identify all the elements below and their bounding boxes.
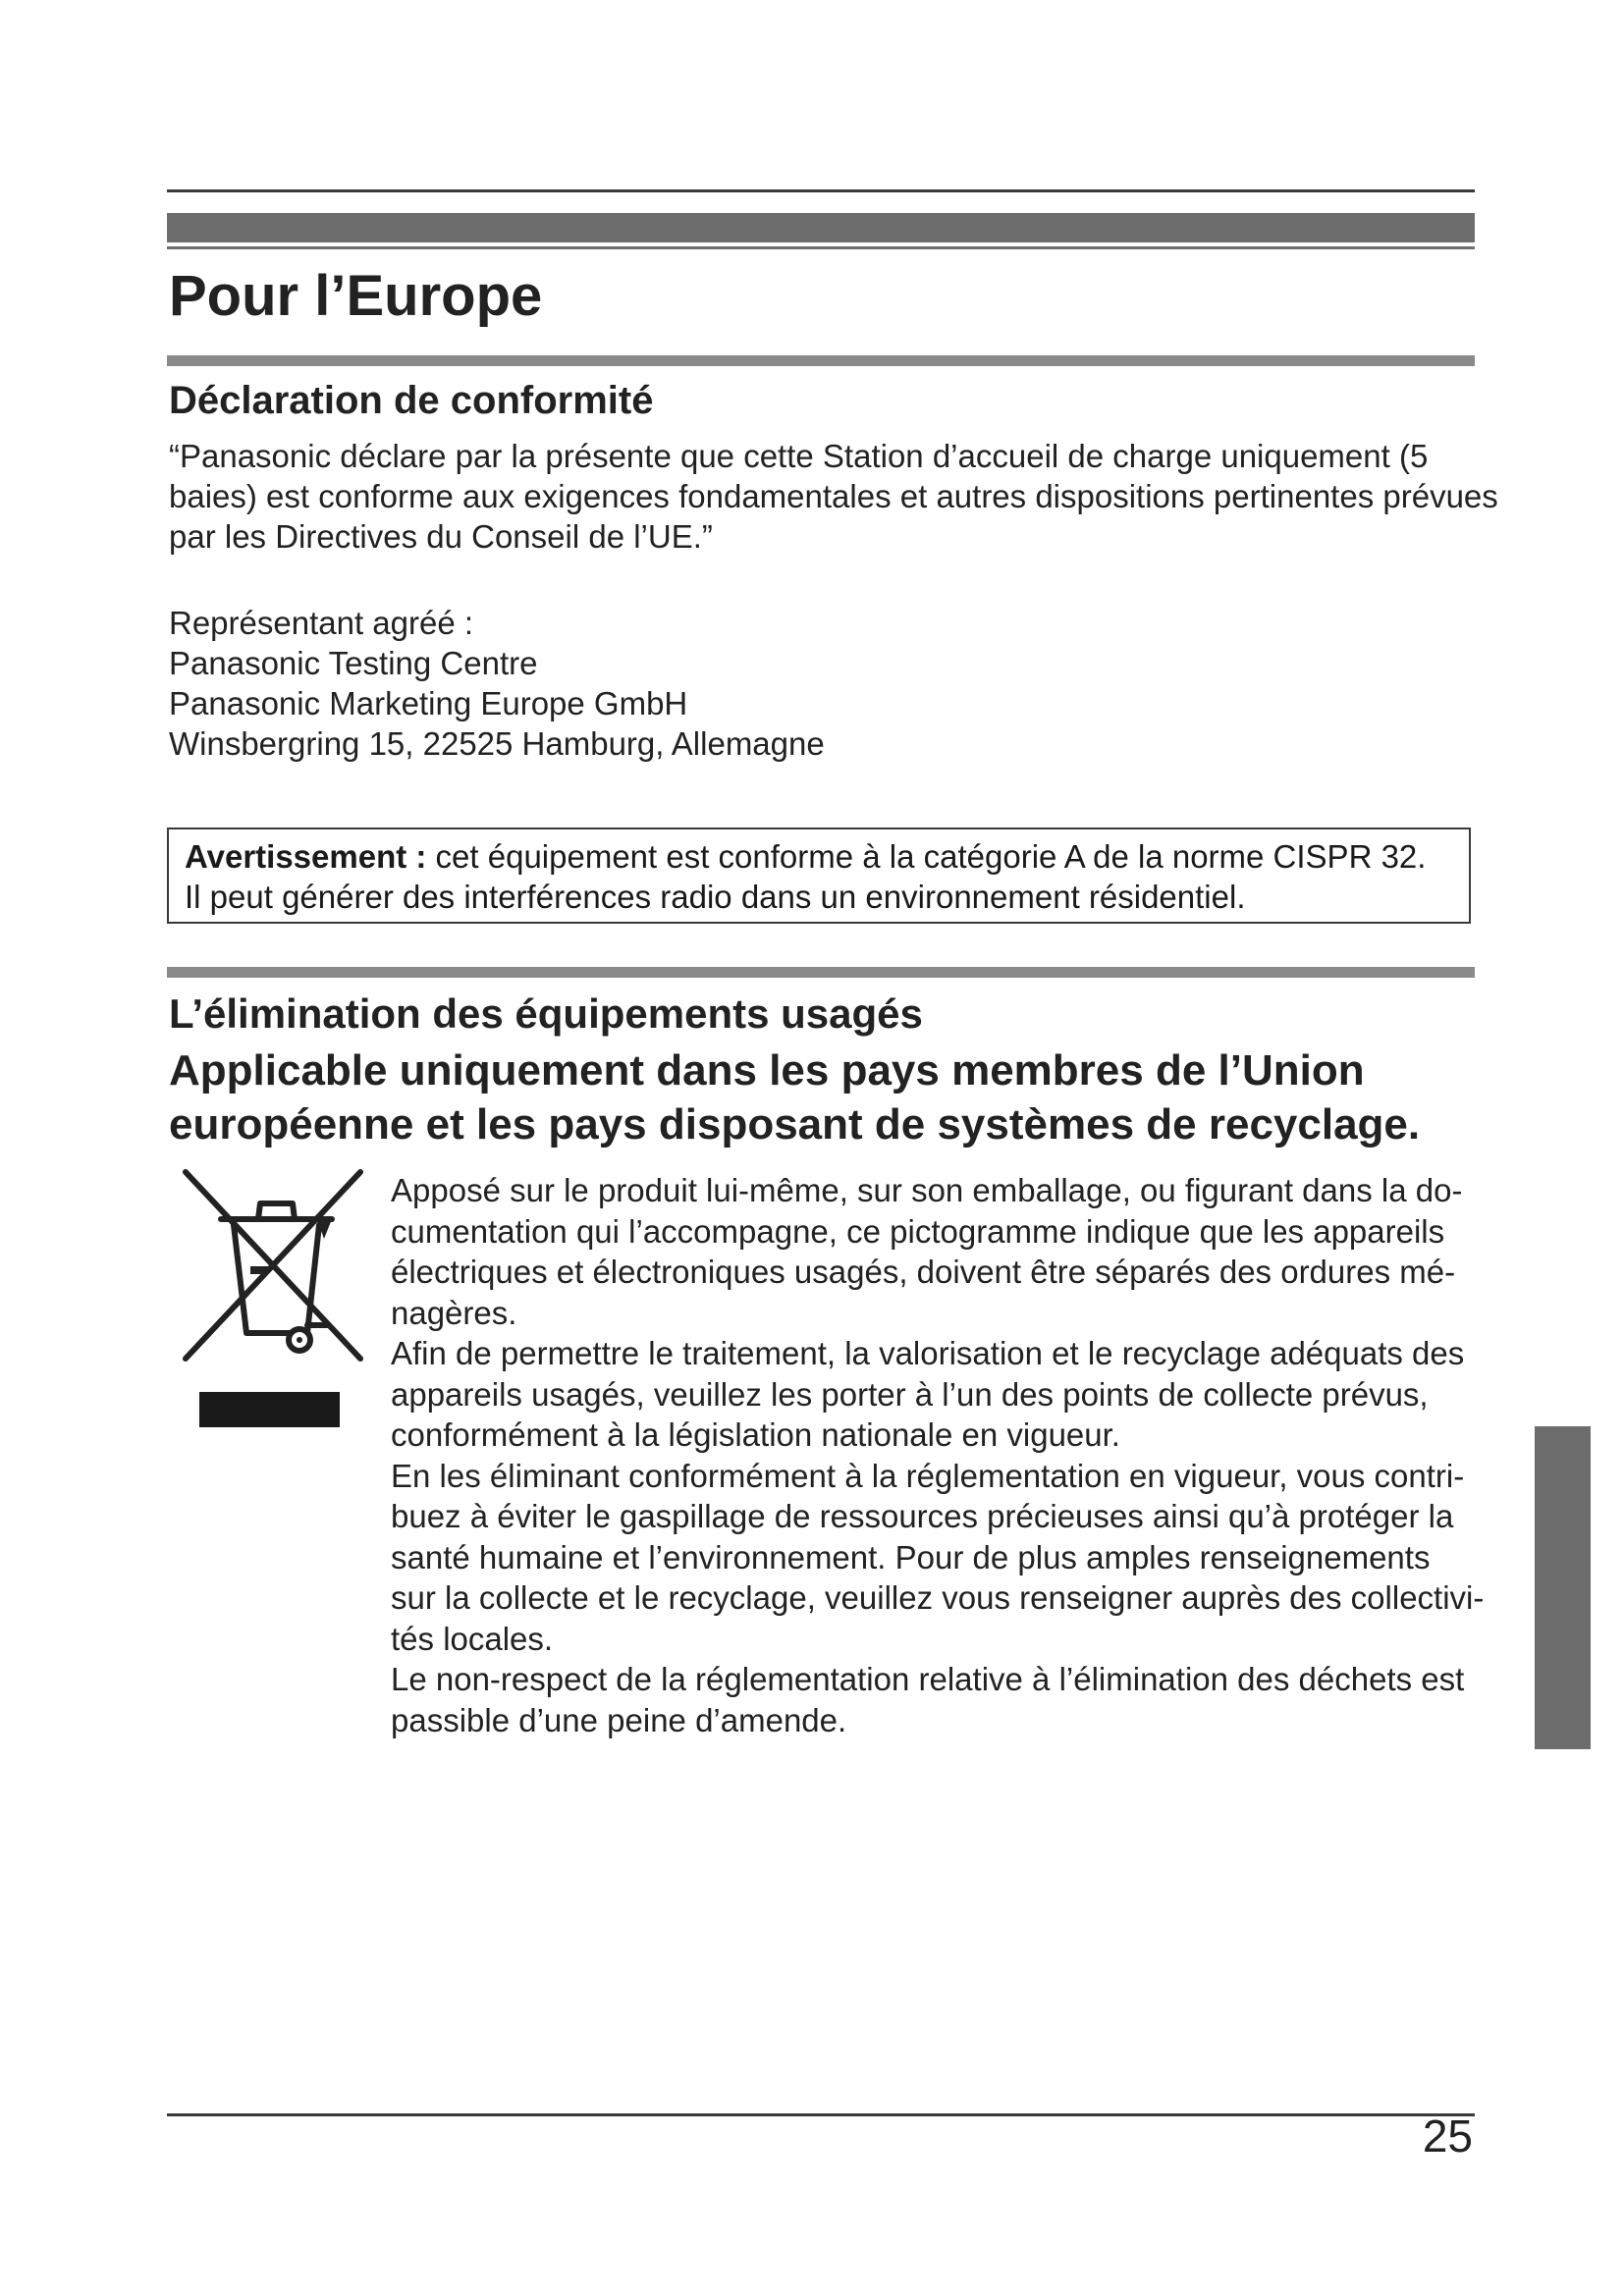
top-rule [167,189,1475,192]
disposal-line: santé humaine et l’environnement. Pour de plus amples renseignements [391,1538,1431,1575]
disposal-subheading-2: européenne et les pays disposant de systèmes de recyclage. [169,1100,1421,1148]
section-bar-declaration [167,355,1475,366]
header-band [167,213,1475,242]
disposal-line: tés locales. [391,1620,554,1657]
disposal-line: cumentation qui l’accompagne, ce pictogramme indique que les appareils [391,1212,1445,1250]
crossed-out-wheeled-bin-icon [180,1168,366,1364]
representative-line: Winsbergring 15, 22525 Hamburg, Allemagne [169,725,825,762]
page-number: 25 [1422,2110,1473,2162]
representative-line: Représentant agréé : [169,605,474,641]
disposal-subheading-1: Applicable uniquement dans les pays membres de l’Union [169,1046,1365,1095]
warning-text-1: cet équipement est conforme à la catégorie A de la norme CISPR 32. [426,838,1427,875]
representative-line: Panasonic Marketing Europe GmbH [169,685,688,721]
disposal-line: appareils usagés, veuillez les porter à l’un des points de collecte prévus, [391,1375,1429,1413]
disposal-text [391,1170,1510,1740]
header-band-underline [167,246,1475,249]
bottom-rule [167,2113,1475,2116]
disposal-line: Le non-respect de la réglementation relative à l’élimination des déchets est [391,1661,1465,1697]
disposal-line: buez à éviter le gaspillage de ressources précieuses ainsi qu’à protéger la [391,1498,1454,1534]
disposal-line: électriques et électroniques usagés, doivent être séparés des ordures mé- [391,1254,1456,1290]
disposal-line: passible d’une peine d’amende. [391,1701,847,1738]
disposal-line: Afin de permettre le traitement, la valorisation et le recyclage adéquats des [391,1335,1465,1371]
declaration-line: baies) est conforme aux exigences fondamentales et autres dispositions pertinentes prévues [169,478,1498,514]
disposal-heading: L’élimination des équipements usagés [169,990,923,1037]
disposal-line: sur la collecte et le recyclage, veuillez vous renseigner auprès des collectivi- [391,1579,1485,1616]
declaration-heading: Déclaration de conformité [169,379,654,422]
declaration-line: par les Directives du Conseil de l’UE.” [169,518,713,555]
authorized-representative [169,603,1514,764]
side-tab-marker [1535,1426,1591,1749]
declaration-statement [169,436,1514,557]
warning-box [167,828,1471,924]
warning-line-1 [185,836,1469,877]
weee-marking-bar [199,1392,340,1427]
warning-label: Avertissement : [185,838,427,875]
disposal-line: conformément à la législation nationale en vigueur. [391,1416,1120,1453]
section-bar-disposal [167,967,1475,978]
disposal-line: nagères. [391,1294,517,1331]
page-title: Pour l’Europe [169,264,543,328]
disposal-line: En les éliminant conformément à la réglementation en vigueur, vous contri- [391,1457,1465,1494]
warning-text-2: Il peut générer des interférences radio dans un environnement résidentiel. [185,879,1246,915]
declaration-line: “Panasonic déclare par la présente que cette Station d’accueil de charge uniquement (5 [169,438,1429,474]
representative-line: Panasonic Testing Centre [169,645,538,681]
disposal-line: Apposé sur le produit lui-même, sur son emballage, ou figurant dans la do- [391,1172,1463,1208]
